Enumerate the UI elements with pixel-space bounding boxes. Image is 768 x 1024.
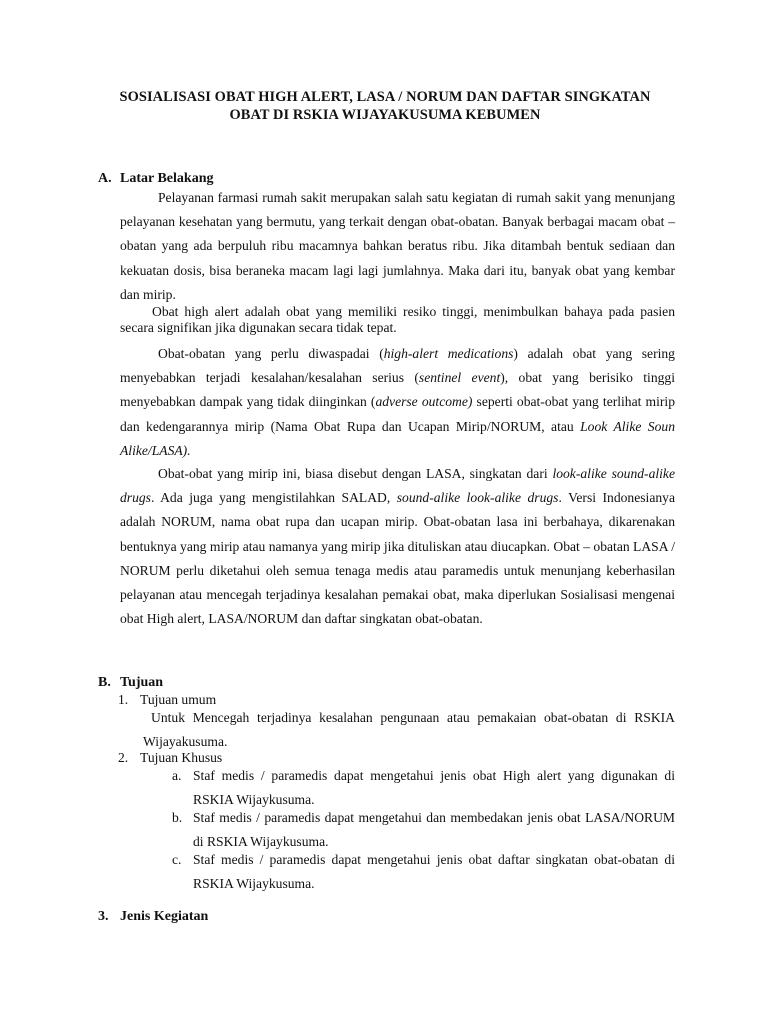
tujuan-khusus-title: Tujuan Khusus [140,750,223,765]
p4-italic-2: sound-alike look-alike drugs [396,490,559,506]
sub-a-label: a. [172,768,182,783]
p3-text-3: ), obat yang berisiko tinggi menyebabkan dampak yang tidak diinginkan ( [120,370,675,410]
paragraph-a-4 [120,462,675,631]
p3-italic-4: Look Alike Soun Alike/LASA). [120,418,675,458]
p4-text-2: . Ada juga yang mengistilahkan SALAD, [150,490,397,506]
tujuan-khusus-c [172,848,675,896]
section-a-title: Latar Belakang [120,171,214,186]
section-a-label: A. [98,171,112,186]
section-3-label: 3. [98,909,109,924]
sub-a-text: Staf medis / paramedis dapat mengetahui jenis obat High alert yang digunakan di RSKIA Wijaykusuma. [193,768,675,808]
document-title [60,88,710,124]
tujuan-umum-text: Untuk Mencegah terjadinya kesalahan pengunaan atau pemakaian obat-obatan di RSKIA Wijayakusuma. [143,710,675,750]
section-b-heading [98,674,163,692]
section-b-title: Tujuan [120,675,164,690]
sub-b-label: b. [172,810,183,825]
p3-italic-3: adverse outcome) [375,394,473,410]
tujuan-umum-title: Tujuan umum [140,692,217,707]
title-line-2: OBAT DI RSKIA WIJAYAKUSUMA KEBUMEN [229,107,541,123]
tujuan-umum-number: 1. [118,692,129,707]
section-3-heading [98,908,208,926]
p4-italic-1: look-alike sound-alike drugs [120,466,675,506]
title-line-1: SOSIALISASI OBAT HIGH ALERT, LASA / NORUM DAN DAFTAR SINGKATAN [119,89,651,105]
p3-text-2: ) adalah obat yang sering menyebabkan terjadi kesalahan/kesalahan serius ( [120,346,675,386]
sub-b-text: Staf medis / paramedis dapat mengetahui dan membedakan jenis obat LASA/NORUM di RSKIA Wijaykusuma. [193,810,675,850]
section-3-title: Jenis Kegiatan [120,909,209,924]
paragraph-a-1: Pelayanan farmasi rumah sakit merupakan salah satu kegiatan di rumah sakit yang menunjang pelayanan kesehatan yang bermutu, yang terkait dengan obat-obatan. Banyak berbagai macam obat – obatan yang ada berpuluh ribu macamnya bahkan beratus ribu. Jika ditambah bentuk sediaan dan kekuatan dosis, bisa beraneka macam lagi lagi jumlahnya. Maka dari itu, banyak obat yang kembar dan mirip. [120,190,675,302]
paragraph-a-2: Obat high alert adalah obat yang memiliki resiko tinggi, menimbulkan bahaya pada pasien secara signifikan jika digunakan secara tidak tepat. [120,304,675,335]
tujuan-khusus-number: 2. [118,750,129,765]
p3-text-1: Obat-obatan yang perlu diwaspadai ( [158,346,384,361]
section-b-label: B. [98,675,111,690]
sub-c-text: Staf medis / paramedis dapat mengetahui jenis obat daftar singkatan obat-obatan di RSKIA Wijaykusuma. [193,852,675,892]
p3-italic-1: high-alert medications [383,346,514,361]
p4-text-1: Obat-obat yang mirip ini, biasa disebut dengan LASA, singkatan dari [158,466,553,481]
p3-italic-2: sentinel event [418,370,501,386]
sub-c-label: c. [172,852,182,867]
p3-text-4: seperti obat-obat yang terlihat mirip dan kedengarannya mirip (Nama Obat Rupa dan Ucapan Mirip/NORUM, atau [120,394,675,434]
paragraph-a-3 [120,342,675,463]
p4-text-3: . Versi Indonesianya adalah NORUM, nama obat rupa dan ucapan mirip. Obat-obatan lasa ini berbahaya, dikarenakan bentuknya yang mirip atau namanya yang mirip jika dituliskan atau diucapkan. Obat – obatan LASA / NORUM perlu diketahui oleh semua tenaga medis atau paramedis untuk menunjang keberhasilan pelayanan atau mencegah terjadinya kesalahan pemakai obat, maka diperlukan Sosialisasi mengenai obat High alert, LASA/NORUM dan daftar singkatan obat-obatan. [120,490,675,627]
